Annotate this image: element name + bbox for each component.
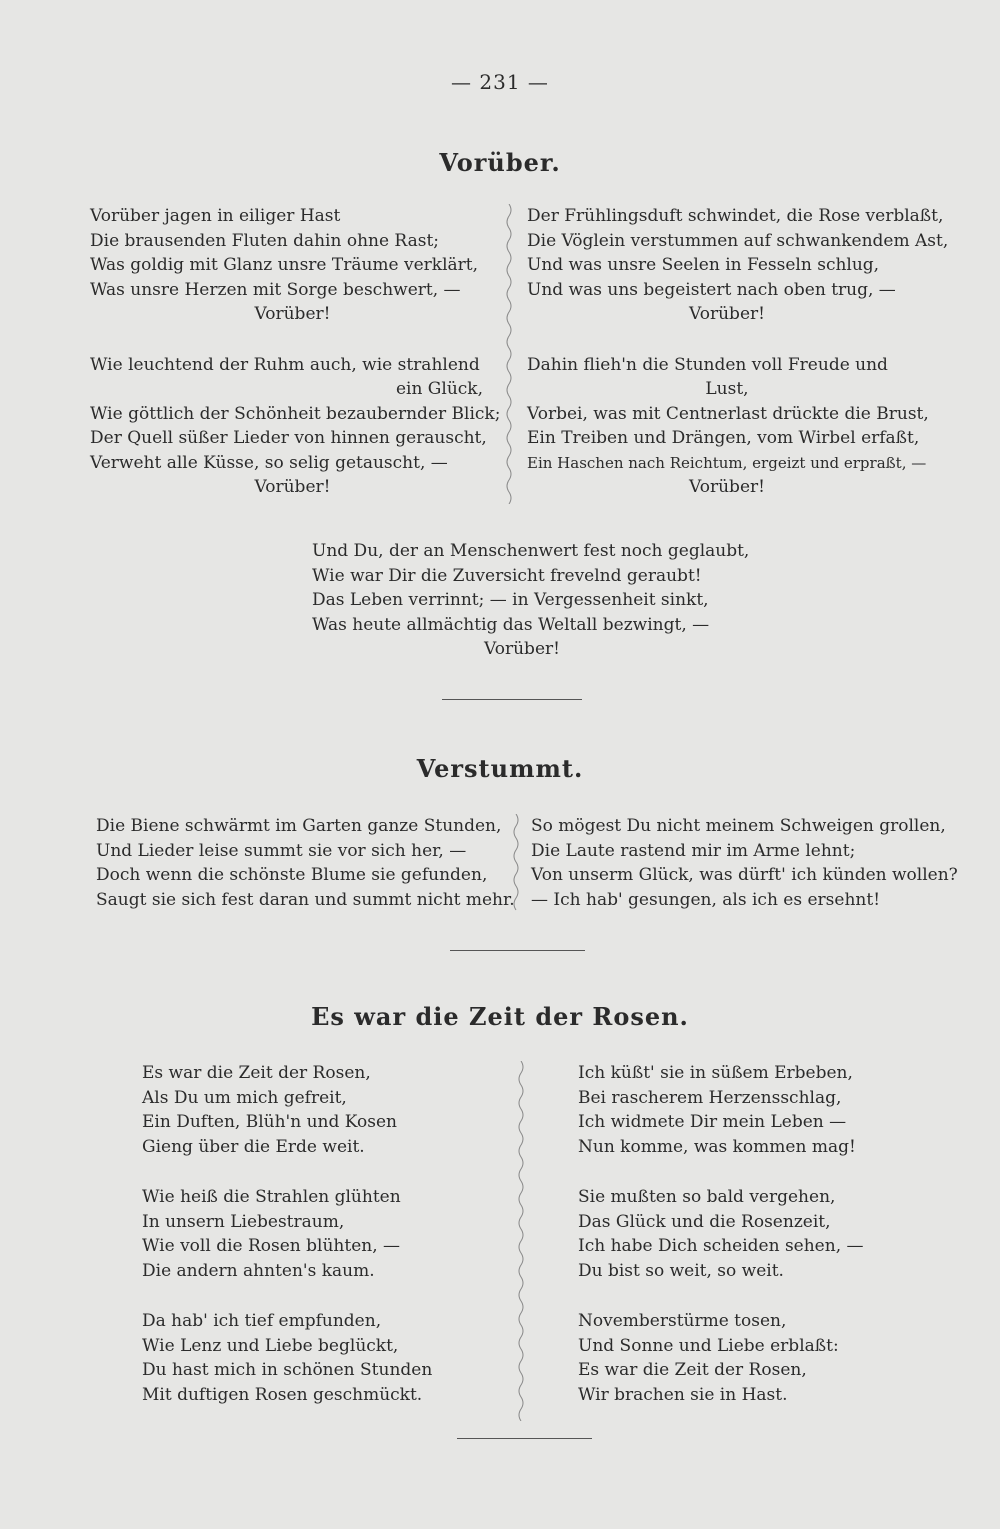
section-divider xyxy=(450,950,585,951)
section-divider xyxy=(442,699,582,700)
poem-title-voruber: Vorüber. xyxy=(439,148,561,177)
verse-line: Mit duftigen Rosen geschmückt. xyxy=(142,1384,423,1405)
verse-line: Verweht alle Küsse, so selig getauscht, — xyxy=(90,452,448,473)
column-separator-wavy xyxy=(504,204,514,504)
verse-line: Die Biene schwärmt im Garten ganze Stunden, xyxy=(96,816,502,836)
verse-line: Von unserm Glück, was dürft' ich künden wollen? xyxy=(531,865,958,885)
verse-line: Ein Haschen nach Reichtum, ergeizt und erpraßt, — xyxy=(527,453,927,472)
verse-line: Der Quell süßer Lieder von hinnen gerauscht, xyxy=(90,428,487,448)
verse-line: Die andern ahnten's kaum. xyxy=(142,1260,375,1281)
verse-line: Was heute allmächtig das Weltall bezwingt, — xyxy=(312,614,710,635)
verse-line: Bei rascherem Herzensschlag, xyxy=(578,1087,842,1108)
poem-title-zeit-der-rosen: Es war die Zeit der Rosen. xyxy=(311,1002,689,1031)
verse-line: Wie Lenz und Liebe beglückt, xyxy=(142,1335,399,1356)
verse-line: So mögest Du nicht meinem Schweigen grollen, xyxy=(531,816,946,836)
verse-line: Du hast mich in schönen Stunden xyxy=(142,1360,433,1380)
verse-line: Vorbei, was mit Centnerlast drückte die Brust, xyxy=(527,403,929,424)
poem1-closing-stanza xyxy=(312,539,750,662)
verse-line: Und was uns begeistert nach oben trug, — xyxy=(527,279,896,300)
verse-line: Und Sonne und Liebe erblaßt: xyxy=(578,1335,839,1356)
poem2-left-column xyxy=(96,814,515,912)
verse-line: Was goldig mit Glanz unsre Träume verklärt, xyxy=(90,255,479,275)
poem1-left-column xyxy=(90,204,501,500)
verse-line: Wie göttlich der Schönheit bezaubernder Blick; xyxy=(90,403,501,424)
verse-line: Und Lieder leise summt sie vor sich her, — xyxy=(96,840,467,861)
column-separator-wavy xyxy=(511,814,521,914)
section-divider xyxy=(457,1438,592,1439)
poem-title-verstummt: Verstummt. xyxy=(416,754,584,783)
poem3-left-column xyxy=(142,1061,502,1407)
verse-line: Wie war Dir die Zuversicht frevelnd geraubt! xyxy=(312,565,702,586)
verse-line: Ein Treiben und Drängen, vom Wirbel erfaßt, xyxy=(527,428,920,448)
verse-line: Saugt sie sich fest daran und summt nicht mehr. xyxy=(96,889,515,910)
verse-line: Und was unsre Seelen in Fesseln schlug, xyxy=(527,255,880,275)
verse-line: Doch wenn die schönste Blume sie gefunden, xyxy=(96,865,488,885)
verse-line: Gieng über die Erde weit. xyxy=(142,1136,365,1157)
verse-line: Wie voll die Rosen blühten, — xyxy=(142,1236,401,1256)
verse-line: Ich habe Dich scheiden sehen, — xyxy=(578,1236,864,1256)
verse-line: Und Du, der an Menschenwert fest noch geglaubt, xyxy=(312,541,750,561)
verse-line: Es war die Zeit der Rosen, xyxy=(142,1063,371,1083)
verse-line: Wir brachen sie in Hast. xyxy=(578,1384,788,1405)
verse-line: Vorüber jagen in eiliger Hast xyxy=(90,206,341,226)
column-separator-wavy xyxy=(516,1061,526,1421)
verse-line: Ein Duften, Blüh'n und Kosen xyxy=(142,1112,397,1132)
verse-line: Lust, xyxy=(705,379,749,399)
verse-line: Das Leben verrinnt; — in Vergessenheit sinkt, xyxy=(312,590,709,610)
verse-line: Du bist so weit, so weit. xyxy=(578,1260,784,1281)
verse-line: Der Frühlingsduft schwindet, die Rose verblaßt, xyxy=(527,206,944,226)
refrain-line: Vorüber! xyxy=(689,477,765,497)
page-number: — 231 — xyxy=(451,70,549,94)
verse-line: In unsern Liebestraum, xyxy=(142,1211,345,1232)
refrain-line: Vorüber! xyxy=(484,639,560,659)
verse-line: Da hab' ich tief empfunden, xyxy=(142,1311,382,1331)
verse-line: Ich küßt' sie in süßem Erbeben, xyxy=(578,1063,853,1083)
verse-line: Das Glück und die Rosenzeit, xyxy=(578,1211,831,1232)
refrain-line: Vorüber! xyxy=(689,304,765,324)
poem1-right-column xyxy=(527,204,949,500)
verse-line: — Ich hab' gesungen, als ich es ersehnt! xyxy=(531,889,881,910)
verse-line: Dahin flieh'n die Stunden voll Freude und xyxy=(527,354,888,375)
verse-line: Die brausenden Fluten dahin ohne Rast; xyxy=(90,230,440,251)
verse-line: Was unsre Herzen mit Sorge beschwert, — xyxy=(90,279,461,300)
verse-line: Die Vöglein verstummen auf schwankendem Ast, xyxy=(527,230,949,251)
verse-line: Wie leuchtend der Ruhm auch, wie strahlend xyxy=(90,354,480,375)
poem3-right-column xyxy=(578,1061,938,1407)
verse-line: Als Du um mich gefreit, xyxy=(142,1087,347,1108)
verse-line: Wie heiß die Strahlen glühten xyxy=(142,1187,401,1207)
poem2-right-column xyxy=(531,814,958,912)
verse-line: Sie mußten so bald vergehen, xyxy=(578,1187,836,1207)
refrain-line: Vorüber! xyxy=(254,477,331,497)
verse-line: Die Laute rastend mir im Arme lehnt; xyxy=(531,840,856,861)
verse-line: Novemberstürme tosen, xyxy=(578,1311,787,1331)
verse-line: Nun komme, was kommen mag! xyxy=(578,1136,856,1157)
verse-line: ein Glück, xyxy=(395,379,483,399)
verse-line: Es war die Zeit der Rosen, xyxy=(578,1360,807,1380)
verse-line: Ich widmete Dir mein Leben — xyxy=(578,1112,847,1132)
refrain-line: Vorüber! xyxy=(254,304,331,324)
